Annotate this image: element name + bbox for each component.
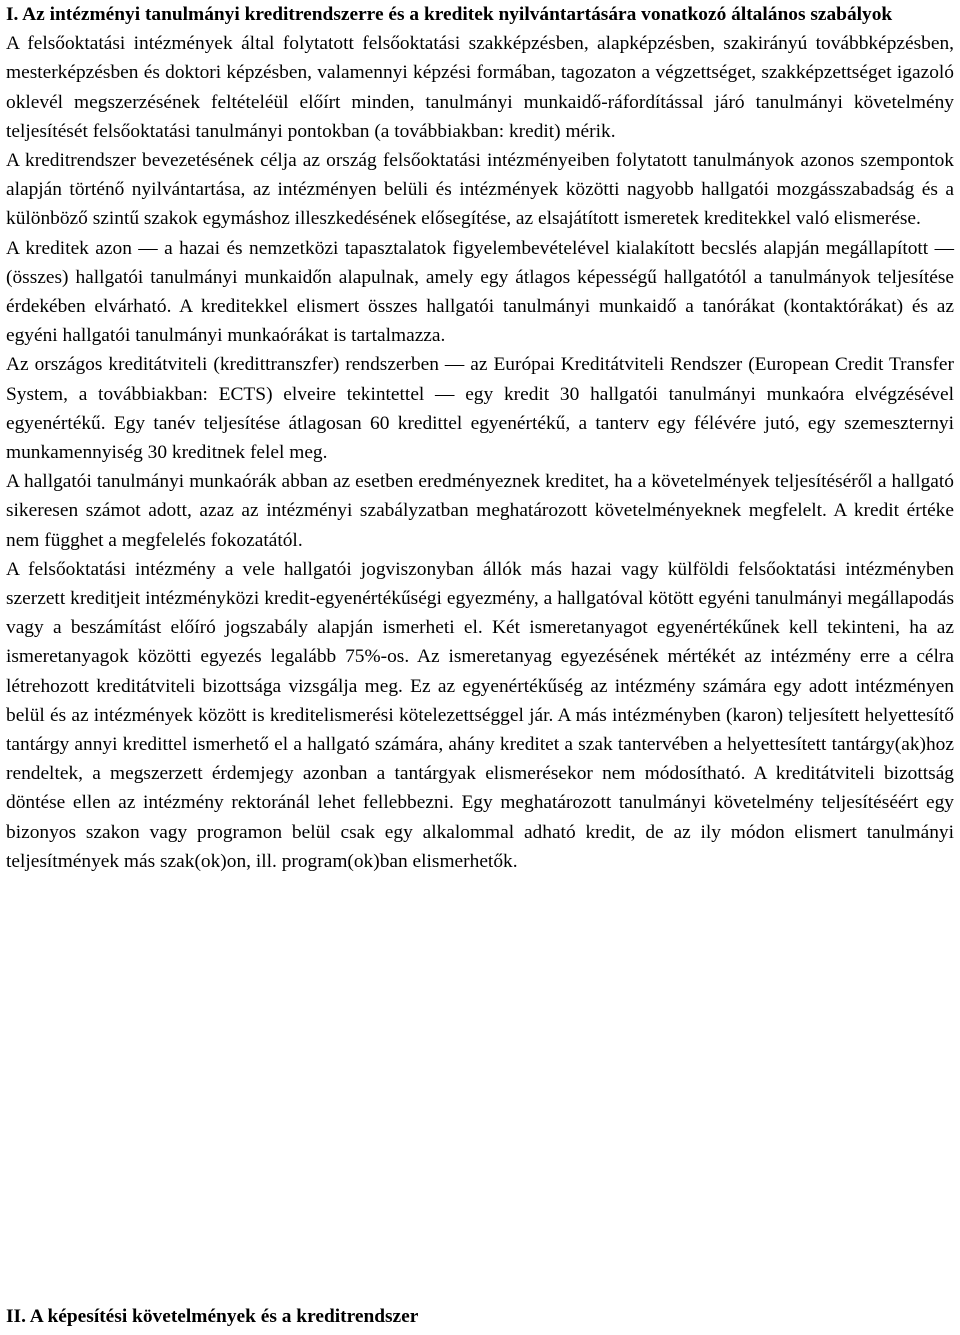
paragraph-1: A felsőoktatási intézmények által folytatott felsőoktatási szakképzésben, alapképzésben, szakirányú továbbképzésben, mesterképzésben és doktori képzésben, valamennyi képzési formában, tagozaton a végzettséget, szakképzettséget igazoló oklevél megszerzésének feltételéül előírt minden, tanulmányi munkaidő-ráfordítással járó tanulmányi követelmény teljesítését felsőoktatási tanulmányi pontokban (a továbbiakban: kredit) mérik. [6, 33, 954, 142]
paragraph-6: A felsőoktatási intézmény a vele hallgatói jogviszonyban állók más hazai vagy külföldi felsőoktatási intézményben szerzett kreditjeit intézményközi kredit-egyenértékűségi egyezmény, a hallgatóval kötött egyéni tanulmányi megállapodás vagy a beszámítást előíró jogszabály alapján ismerheti el. Két ismeretanyagot egyenértékűnek kell tekinteni, ha az ismeretanyagok közötti egyezés legalább 75%-os. Az ismeretanyag egyezésének mértékét az intézmény erre a célra létrehozott kreditátviteli bizottsága vizsgálja meg. Ez az egyenértékűség az intézmény számára egy adott intézményen belül és az intézmények között is kreditelismerési kötelezettséggel jár. A más intézményben (karon) teljesített helyettesítő tantárgy annyi kredittel ismerhető el a hallgató számára, ahány kreditet a szak tantervében a helyettesített tantárgy(ak)hoz rendeltek, a megszerzett érdemjegy azonban a tantárgyak elismerésekor nem módosítható. A kreditátviteli bizottság döntése ellen az intézmény rektoránál lehet fellebbezni. Egy meghatározott tanulmányi követelmény teljesítéséért egy bizonyos szakon vagy programon belül csak egy alkalommal adható kredit, de az ily módon elismert tanulmányi teljesítmények más szak(ok)on, ill. program(ok)ban elismerhetők. [6, 558, 954, 872]
section-2-heading: II. A képesítési követelmények és a kreditrendszer [6, 1306, 419, 1327]
paragraph-5: A hallgatói tanulmányi munkaórák abban az esetben eredményeznek kreditet, ha a követelmények teljesítéséről a hallgató sikeresen számot adott, azaz az intézményi szabályzatban meghatározott követelményeknek megfelelt. A kredit értéke nem függhet a megfelelés fokozatától. [6, 471, 954, 551]
paragraph-3: A kreditek azon — a hazai és nemzetközi tapasztalatok figyelembevételével kialakított becslés alapján megállapított — (összes) hallgatói tanulmányi munkaidőn alapulnak, amely egy átlagos képességű hallgatótól a tanulmányok teljesítése érdekében elvárható. A kreditekkel elismert összes hallgatói tanulmányi munkaidő a tanórákat (kontaktórákat) és az egyéni hallgatói tanulmányi munkaórákat is tartalmazza. [6, 237, 954, 347]
section-1-heading: I. Az intézményi tanulmányi kreditrendszerre és a kreditek nyilvántartására vonatkozó általános szabályok [6, 4, 893, 25]
paragraph-2: A kreditrendszer bevezetésének célja az ország felsőoktatási intézményeiben folytatott tanulmányok azonos szempontok alapján történő nyilvántartása, az intézményen belüli és intézmények közötti nagyobb hallgatói mozgásszabadság és a különböző szintű szakok egymáshoz illeszkedésének elősegítése, az elsajátított ismeretek kreditekkel való elismerése. [6, 150, 954, 230]
paragraph-4: Az országos kreditátviteli (kredittranszfer) rendszerben — az Európai Kreditátviteli Rendszer (European Credit Transfer System, a továbbiakban: ECTS) elveire tekintettel — egy kredit 30 hallgatói tanulmányi munkaóra elvégzésével egyenértékű. Egy tanév teljesítése átlagosan 60 kredittel egyenértékű, a tanterv egy félévére jutó, egy szemeszternyi munkamennyiség 30 kreditnek felel meg. [6, 354, 954, 464]
